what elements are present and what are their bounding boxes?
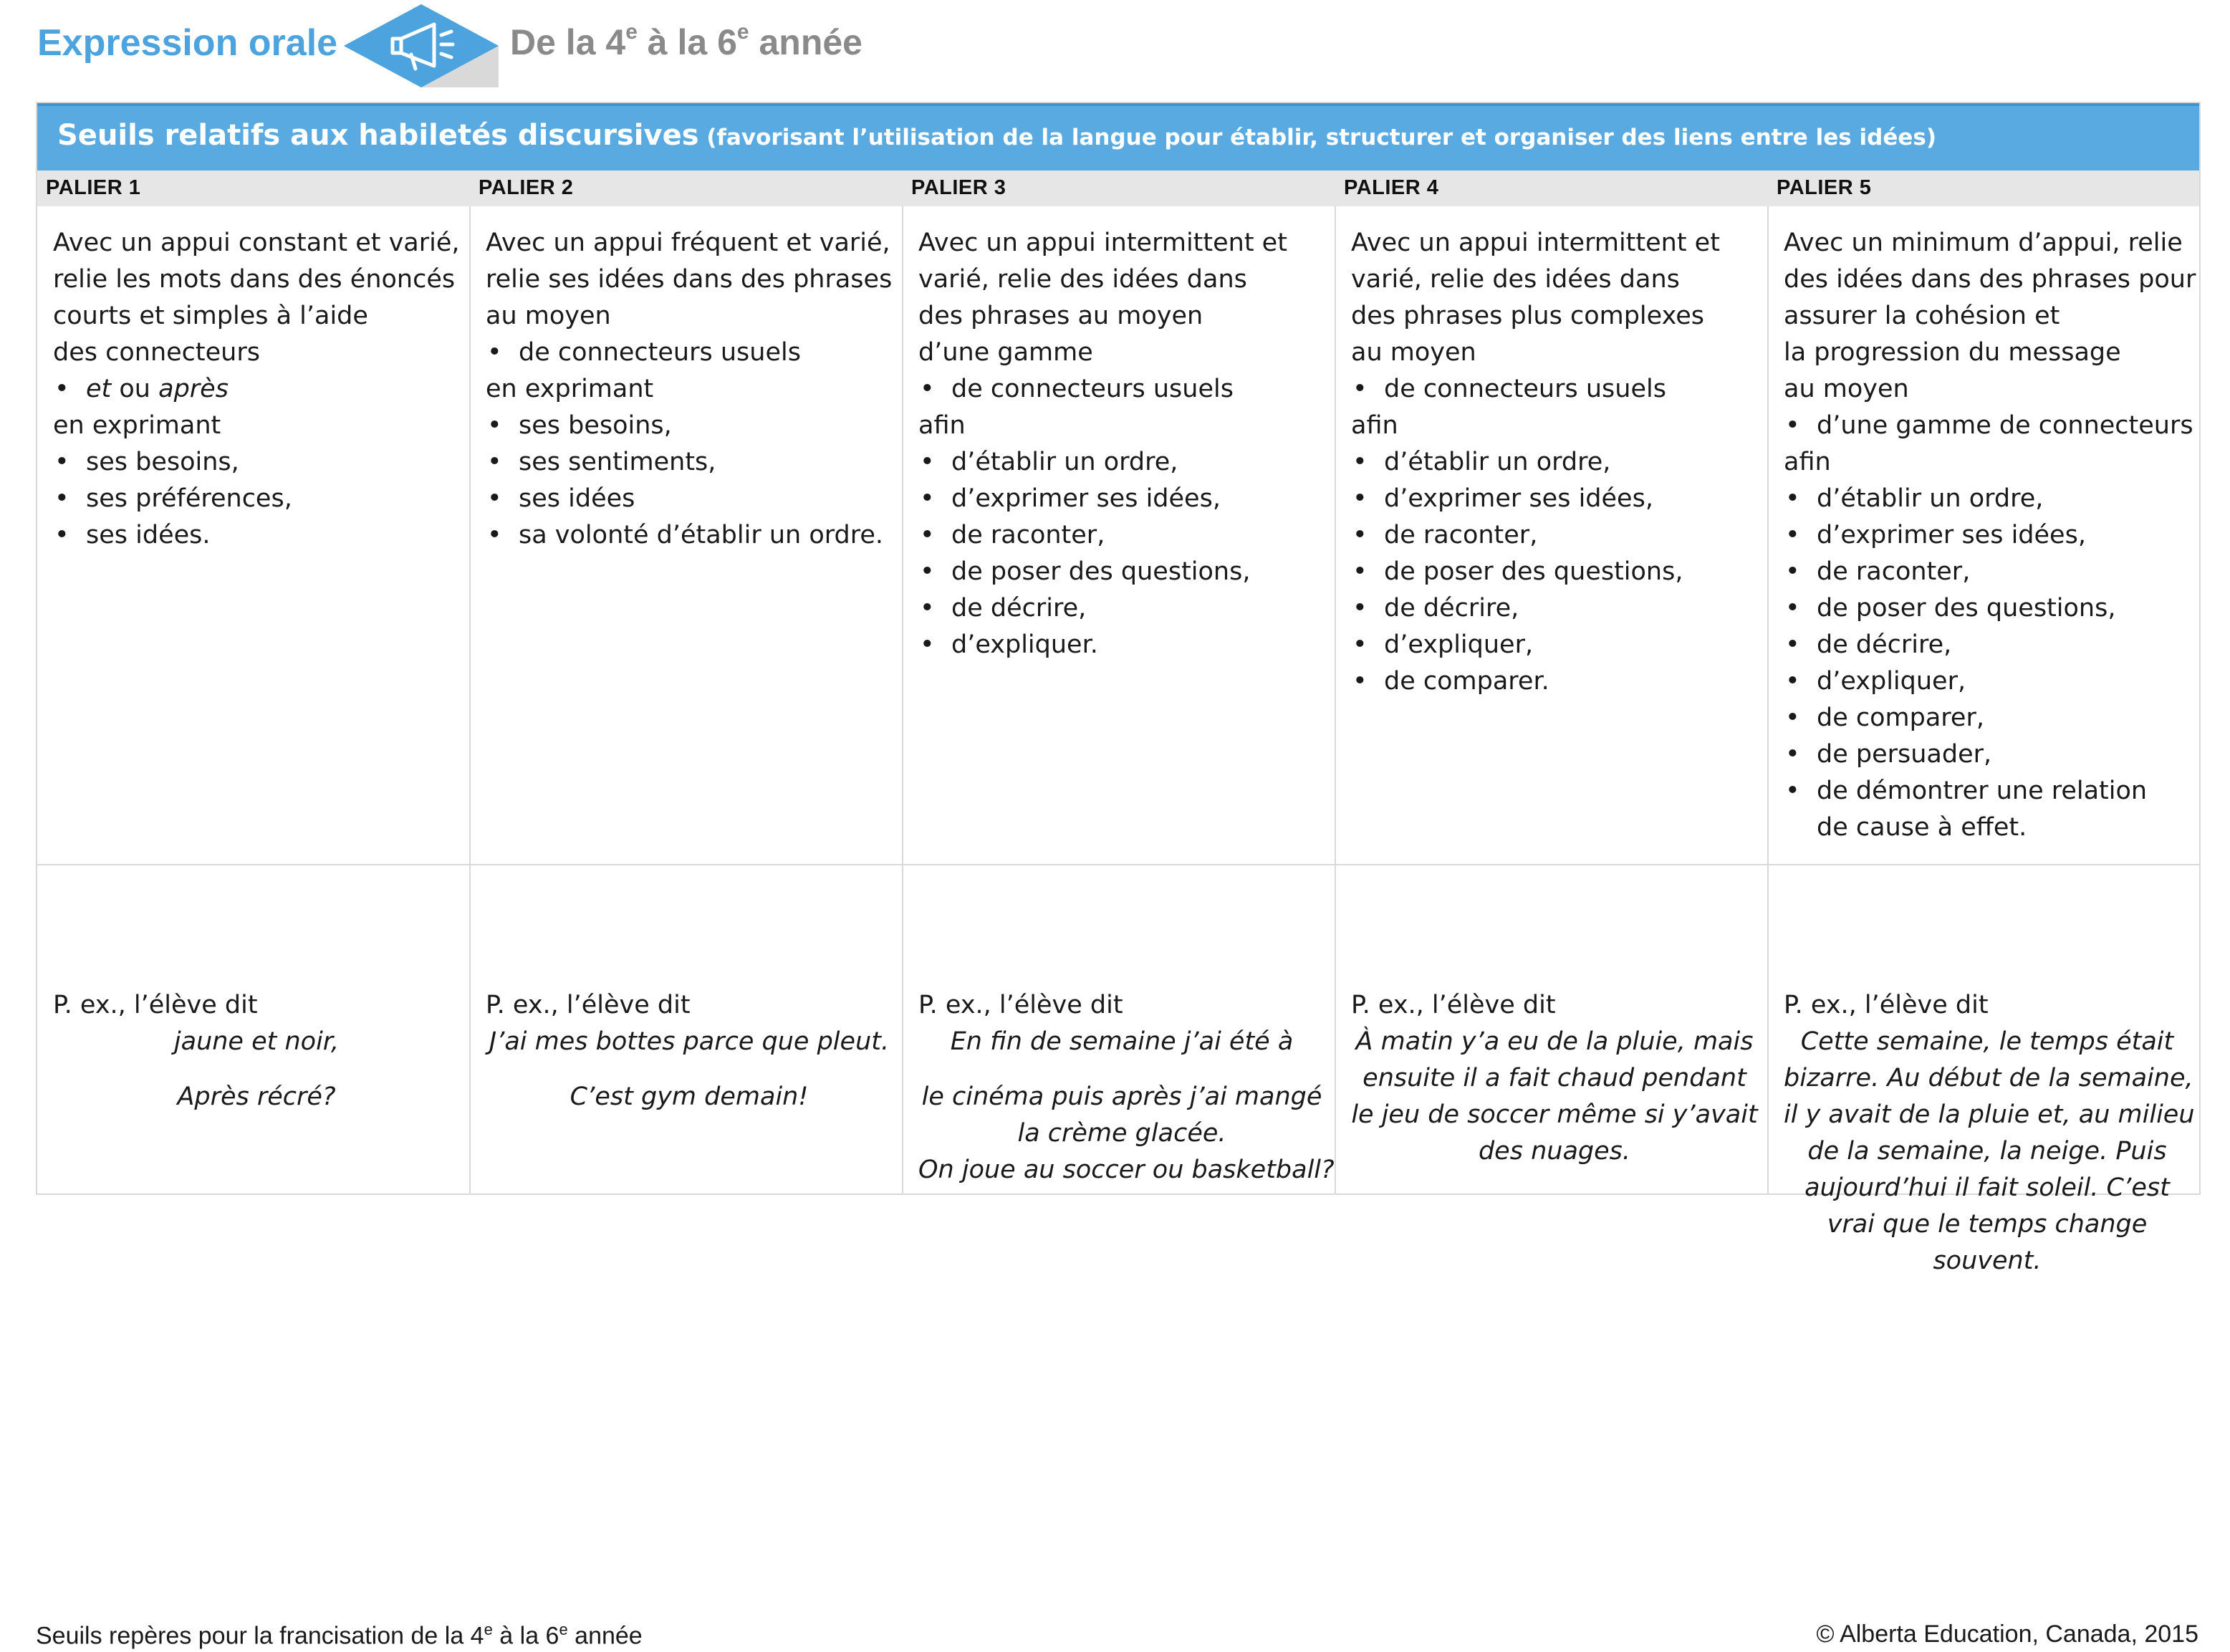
description: Avec un appui constant et varié, relie les mots dans des énoncés courts et simples à l’aide des connecteurs • et ou après en exprimant • ses besoins, • ses préférences, • ses idées. (53, 225, 460, 554)
level-header-4: PALIER 4 (1344, 176, 1439, 199)
list-item-continuation: de cause à effet. (1817, 813, 2027, 842)
list-item: • de décrire, (1351, 590, 1758, 627)
list-item: • d’établir un ordre, (918, 444, 1325, 481)
list-item: • de raconter, (918, 517, 1325, 554)
table-title: Seuils relatifs aux habiletés discursives (favorisant l’utilisation de la langue pour établir, structurer et organiser des liens entre les idées) (37, 103, 2199, 171)
levels-row (37, 171, 2199, 206)
list-item: • de connecteurs usuels (1351, 371, 1758, 408)
level-header-5: PALIER 5 (1777, 176, 1872, 199)
list-item: • ses besoins, (486, 408, 893, 444)
footer-title: Seuils repères pour la francisation de la 4e à la 6e année (36, 1620, 643, 1650)
level-header-2: PALIER 2 (479, 176, 574, 199)
subject-title: Expression orale (37, 22, 338, 64)
list-item: • de connecteurs usuels (486, 335, 893, 371)
thresholds-table (36, 102, 2201, 1275)
description: Avec un appui intermittent et varié, relie des idées dans des phrases au moyen d’une gamme • de connecteurs usuels afin • d’établir un ordre, • d’exprimer ses idées, • de raconter, • de poser des questions, • de décrire, • d’expliquer. (918, 225, 1325, 663)
megaphone-icon (342, 3, 500, 89)
list-item: • de persuader, (1784, 736, 2191, 773)
description: Avec un appui fréquent et varié, relie ses idées dans des phrases au moyen • de connecteurs usuels en exprimant • ses besoins, • ses sentiments, • ses idées • sa volonté d’établir un ordre. (486, 225, 893, 554)
example: P. ex., l’élève dit À matin y’a eu de la pluie, mais ensuite il a fait chaud pendant le jeu de soccer même si y’avait des nuages. (1351, 991, 1758, 1166)
list-item: • ses sentiments, (486, 444, 893, 481)
column-palier-5 (1768, 206, 2201, 1275)
list-item: • d’établir un ordre, (1784, 481, 2191, 517)
description: Avec un minimum d’appui, relie des idées dans des phrases pour assurer la cohésion et la progression du message au moyen • d’une gamme de connecteurs afin • d’établir un ordre, • d’exprimer ses idées, • de raconter, • de poser des questions, • de décrire, • d’expliquer, • de comparer, • de persuader, • de démontrer une relation de cause à effet. (1784, 225, 2191, 846)
column-palier-3 (903, 206, 1335, 1194)
example: P. ex., l’élève dit En fin de semaine j’ai été à le cinéma puis après j’ai mangé la crème glacée. On joue au soccer ou basketball? (918, 991, 1335, 1184)
list-item: • d’exprimer ses idées, (1784, 517, 2191, 554)
list-item: • de poser des questions, (1351, 554, 1758, 590)
footer-copyright: © Alberta Education, Canada, 2015 (1816, 1620, 2198, 1648)
list-item: • de poser des questions, (1784, 590, 2191, 627)
list-item: • d’une gamme de connecteurs (1784, 408, 2191, 444)
level-header-3: PALIER 3 (911, 176, 1006, 199)
list-item: • de raconter, (1351, 517, 1758, 554)
list-item: • de démontrer une relation (1784, 773, 2191, 810)
list-item: • ses besoins, (53, 444, 460, 481)
list-item: • d’expliquer, (1784, 663, 2191, 700)
list-item: • ses préférences, (53, 481, 460, 517)
list-item: • sa volonté d’établir un ordre. (486, 517, 893, 554)
example: P. ex., l’élève dit J’ai mes bottes parce que pleut. C’est gym demain! (486, 991, 890, 1111)
level-header-1: PALIER 1 (46, 176, 141, 199)
list-item: • de décrire, (918, 590, 1325, 627)
page-header (36, 0, 2185, 93)
list-item: • de décrire, (1784, 627, 2191, 663)
list-item: • d’établir un ordre, (1351, 444, 1758, 481)
list-item: • ses idées. (53, 517, 460, 554)
list-item: • d’exprimer ses idées, (918, 481, 1325, 517)
list-item: • de poser des questions, (918, 554, 1325, 590)
list-item: • d’expliquer. (918, 627, 1325, 663)
list-item: • de comparer, (1784, 700, 2191, 736)
list-item: • de connecteurs usuels (918, 371, 1325, 408)
example: P. ex., l’élève dit jaune et noir, Après récré? (53, 991, 340, 1111)
list-item: • et ou après (53, 371, 460, 408)
column-palier-1 (37, 206, 470, 1194)
list-item: • d’exprimer ses idées, (1351, 481, 1758, 517)
description: Avec un appui intermittent et varié, relie des idées dans des phrases plus complexes au moyen • de connecteurs usuels afin • d’établir un ordre, • d’exprimer ses idées, • de raconter, • de poser des questions, • de décrire, • d’expliquer, • de comparer. (1351, 225, 1758, 700)
list-item: • de comparer. (1351, 663, 1758, 700)
grade-range: De la 4e à la 6e année (510, 20, 862, 62)
example: P. ex., l’élève dit Cette semaine, le temps était bizarre. Au début de la semaine, il y avait de la pluie et, au milieu de la semaine, la neige. Puis aujourd’hui il fait soleil. C’est vrai que le temps change souvent. (1784, 991, 2195, 1275)
list-item: • ses idées (486, 481, 893, 517)
list-item: • de raconter, (1784, 554, 2191, 590)
column-palier-2 (470, 206, 903, 1194)
list-item: • d’expliquer, (1351, 627, 1758, 663)
column-palier-4 (1335, 206, 1768, 1194)
